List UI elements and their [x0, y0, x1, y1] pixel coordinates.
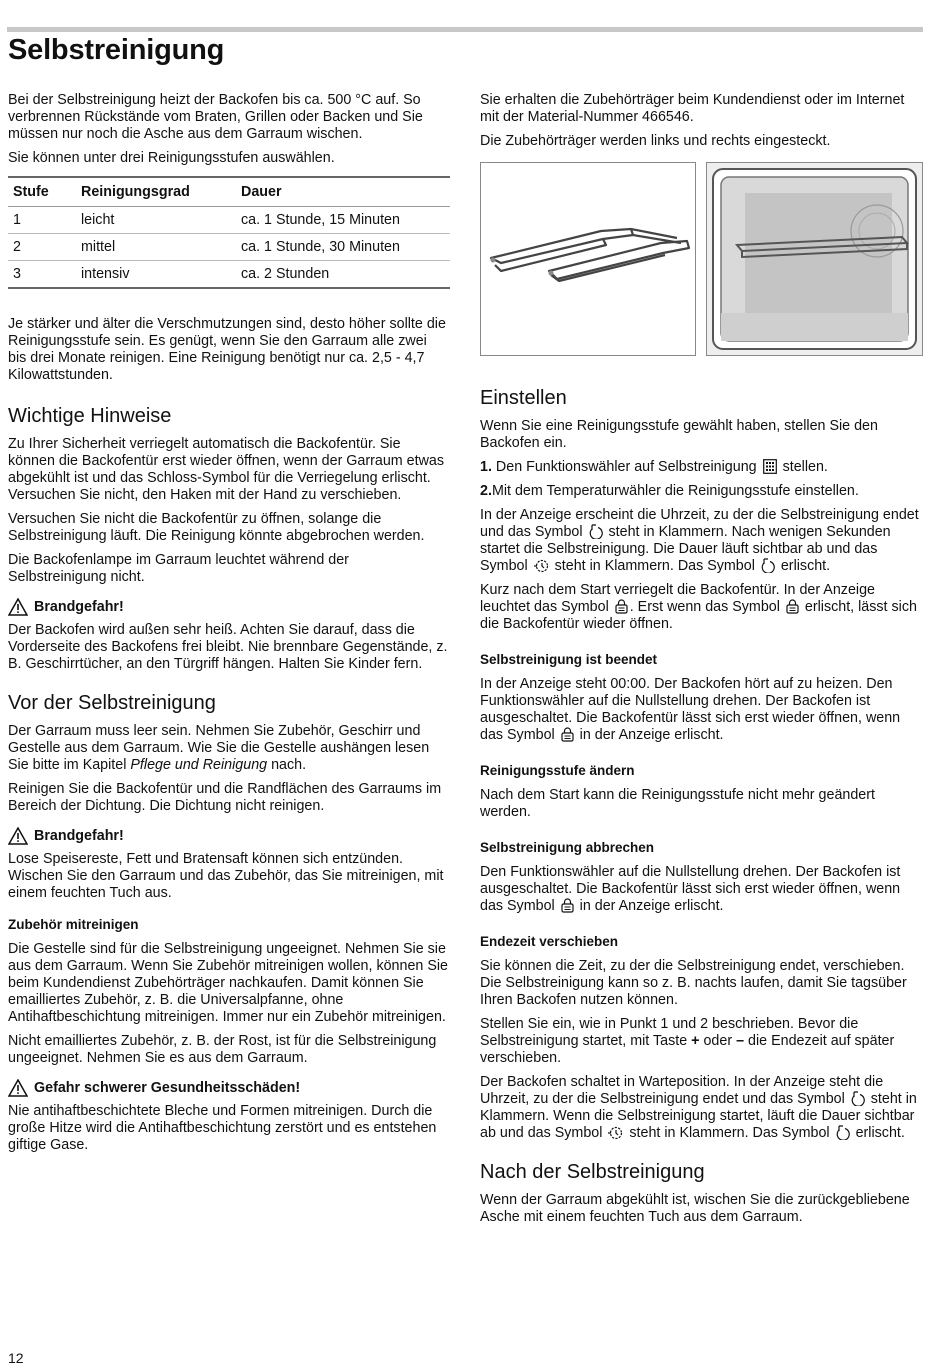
end-time-icon [851, 1091, 865, 1106]
text: Mit dem Temperaturwähler die Reinigungsstufe einstellen. [491, 483, 859, 499]
left-column [8, 92, 448, 1161]
text: . Erst wenn das Symbol [629, 599, 780, 615]
section-heading-nach: Nach der Selbstreinigung [480, 1161, 705, 1183]
section-heading-vor: Vor der Selbstreinigung [8, 692, 216, 714]
table-header: Stufe [8, 177, 76, 207]
text: oder [703, 1033, 733, 1049]
figures [480, 162, 920, 356]
warning-heading [8, 598, 448, 616]
paragraph: Reinigen Sie die Backofentür und die Randflächen des Garraums im Bereich der Dichtung. Die Dichtung nicht reinigen. [8, 781, 442, 814]
text: steht in Klammern. Das Symbol [629, 1125, 830, 1141]
text: steht in Klammern. Wenn die Selbstreinigung startet, läuft die Dauer sichtbar ab und das Symbol [480, 1091, 917, 1141]
warning-text: Der Backofen wird außen sehr heiß. Achten Sie darauf, dass die Vorderseite des Backofens frei bleibt. Nie brennbare Gegenstände, z. B. Geschirrtücher, an den Türgriff hängen. Halten Sie Kinder fern. [8, 622, 448, 672]
text: steht in Klammern. Nach wenigen Sekunden startet die Selbstreinigung. Die Dauer läuft sichtbar ab und das Symbol [480, 524, 891, 574]
table-cell: 2 [8, 234, 76, 261]
accessory-rack-figure [480, 162, 696, 356]
paragraph: Zu Ihrer Sicherheit verriegelt automatisch die Backofentür. Sie können die Backofentür erst wieder öffnen, wenn der Garraum etwas abgekühlt ist und das Schloss-Symbol für die Verriegelung erlischt. Versuchen Sie nicht, den Haken mit der Hand zu verschieben. [8, 436, 445, 503]
door-lock-icon [615, 599, 628, 614]
subheading: Zubehör mitreinigen [8, 917, 139, 932]
paragraph: Versuchen Sie nicht die Backofentür zu öffnen, solange die Selbstreinigung läuft. Die Reinigung könnte abgebrochen werden. [8, 511, 425, 544]
plus-key-symbol: + [691, 1033, 700, 1049]
end-time-icon [836, 1125, 850, 1140]
paragraph: Nach dem Start kann die Reinigungsstufe nicht mehr geändert werden. [480, 787, 875, 820]
table-cell: ca. 1 Stunde, 30 Minuten [236, 234, 450, 261]
warning-triangle-icon [8, 598, 28, 616]
door-lock-icon [561, 727, 574, 742]
oven-illustration [707, 163, 922, 355]
intro-paragraph: Sie können unter drei Reinigungsstufen auswählen. [8, 150, 335, 166]
table-row [8, 207, 450, 234]
text: steht in Klammern. Das Symbol [554, 558, 755, 574]
list-item [480, 459, 920, 476]
subheading: Selbstreinigung ist beendet [480, 652, 658, 667]
warning-label: Gefahr schwerer Gesundheitsschäden! [34, 1079, 301, 1096]
paragraph [480, 582, 920, 633]
table-cell: mittel [76, 234, 236, 261]
door-lock-icon [561, 898, 574, 913]
warning-text: Nie antihaftbeschichtete Bleche und Formen mitreinigen. Durch die große Hitze wird die Antihaftbeschichtung zerstört und es entstehen giftige Gase. [8, 1103, 437, 1153]
table-header-row [8, 177, 450, 207]
end-time-icon [589, 524, 603, 539]
warning-label: Brandgefahr! [34, 827, 124, 844]
paragraph: Wenn Sie eine Reinigungsstufe gewählt haben, stellen Sie den Backofen ein. [480, 418, 878, 451]
section-heading-wichtige: Wichtige Hinweise [8, 405, 172, 427]
paragraph [480, 676, 920, 744]
paragraph: Die Zubehörträger werden links und rechts eingesteckt. [480, 133, 831, 149]
list-item [480, 483, 920, 500]
oven-interior-figure [706, 162, 923, 356]
warning-label: Brandgefahr! [34, 598, 124, 615]
text: in der Anzeige erlischt. [579, 727, 724, 743]
table-row [8, 234, 450, 261]
step-number: 1. [480, 459, 492, 475]
section-heading-einstellen: Einstellen [480, 387, 567, 409]
table-cell: leicht [76, 207, 236, 234]
warning-text: Lose Speisereste, Fett und Bratensaft können sich entzünden. Wischen Sie den Garraum und das Zubehör, das Sie mitreinigen, mit einem feuchten Tuch aus. [8, 851, 444, 901]
table-cell: ca. 1 Stunde, 15 Minuten [236, 207, 450, 234]
paragraph [480, 507, 920, 575]
right-column [480, 92, 920, 1233]
subheading: Endezeit verschieben [480, 934, 619, 949]
duration-icon [534, 559, 549, 573]
top-rule [7, 27, 923, 32]
rack-illustration [481, 163, 695, 355]
levels-note: Je stärker und älter die Verschmutzungen sind, desto höher sollte die Reinigungsstufe sein. Es genügt, wenn Sie den Garraum alle zwei bis drei Monate reinigen. Eine Reinigung benötigt nur ca. 2,5 - 4,7 Kilowattstunden. [8, 316, 446, 383]
text: Stellen Sie ein, wie in Punkt 1 und 2 beschrieben. Bevor die Selbstreinigung startet, mit Taste [480, 1016, 859, 1049]
paragraph [480, 1074, 920, 1142]
table-cell: 1 [8, 207, 76, 234]
page-number: 12 [8, 1350, 24, 1366]
paragraph: Wenn der Garraum abgekühlt ist, wischen Sie die zurückgebliebene Asche mit einem feuchten Tuch aus dem Garraum. [480, 1192, 910, 1225]
text: Den Funktionswähler auf die Nullstellung drehen. Der Backofen ist ausgeschaltet. Die Backofentür lässt sich erst wieder öffnen, wenn das Symbol [480, 864, 901, 914]
text: Der Garraum muss leer sein. Nehmen Sie Zubehör, Geschirr und Gestelle aus dem Garraum. Wie Sie die Gestelle aushängen lesen Sie bitte im Kapitel [8, 723, 430, 773]
text: stellen. [782, 459, 828, 475]
warning-triangle-icon [8, 827, 28, 845]
minus-key-symbol: – [736, 1033, 745, 1049]
cleaning-levels-table [8, 176, 450, 289]
warning-heading [8, 1079, 448, 1097]
text: Den Funktionswähler auf Selbstreinigung [495, 459, 757, 475]
paragraph: Die Gestelle sind für die Selbstreinigung ungeeignet. Nehmen Sie sie aus dem Garraum. Wenn Sie Zubehör mitreinigen wollen, können Sie beim Kundendienst Zubehörträger nachkaufen. Damit können Sie emailliertes Zubehör, z. B. die Universalpfanne, ohne Antihaftbeschichtung mitreinigen. Immer nur ein Zubehör mitreinigen. [8, 941, 448, 1025]
text: In der Anzeige steht 00:00. Der Backofen hört auf zu heizen. Den Funktionswähler auf die Nullstellung drehen. Der Backofen ist ausgeschaltet. Die Backofentür lässt sich erst wieder öffnen, wenn das Symbol [480, 676, 901, 743]
table-header: Reinigungsgrad [76, 177, 236, 207]
text: In der Anzeige erscheint die Uhrzeit, zu der die Selbstreinigung endet und das Symbol [480, 507, 919, 540]
table-cell: ca. 2 Stunden [236, 261, 450, 289]
steps-list [480, 459, 920, 500]
paragraph: Sie können die Zeit, zu der die Selbstreinigung endet, verschieben. Die Selbstreinigung kann so z. B. nachts laufen, damit Sie tagsüber Ihren Backofen nutzen können. [480, 958, 907, 1008]
text: in der Anzeige erlischt. [579, 898, 724, 914]
table-cell: intensiv [76, 261, 236, 289]
text: erlischt. [855, 1125, 905, 1141]
paragraph [480, 1016, 920, 1067]
warning-triangle-icon [8, 1079, 28, 1097]
text: Kurz nach dem Start verriegelt die Backofentür. In der Anzeige leuchtet das Symbol [480, 582, 875, 615]
table-header: Dauer [236, 177, 450, 207]
table-cell: 3 [8, 261, 76, 289]
paragraph [8, 723, 448, 774]
subheading: Selbstreinigung abbrechen [480, 840, 655, 855]
door-lock-icon [786, 599, 799, 614]
page-title: Selbstreinigung [8, 34, 225, 66]
text: nach. [267, 757, 307, 773]
text: erlischt. [780, 558, 831, 574]
duration-icon [608, 1126, 623, 1140]
paragraph [480, 864, 920, 915]
paragraph: Sie erhalten die Zubehörträger beim Kundendienst oder im Internet mit der Material-Nummer 466546. [480, 92, 905, 125]
warning-heading [8, 827, 448, 845]
subheading: Reinigungsstufe ändern [480, 763, 635, 778]
text: erlischt, lässt sich die Backofentür wieder öffnen. [480, 599, 917, 632]
table-row [8, 261, 450, 289]
paragraph: Die Backofenlampe im Garraum leuchtet während der Selbstreinigung nicht. [8, 552, 349, 585]
text: Der Backofen schaltet in Warteposition. In der Anzeige steht die Uhrzeit, zu der die Selbstreinigung endet und das Symbol [480, 1074, 884, 1107]
self-cleaning-grid-icon [763, 459, 777, 474]
chapter-reference: Pflege und Reinigung [130, 757, 268, 773]
end-time-icon [761, 558, 775, 573]
step-number: 2. [480, 483, 492, 499]
intro-paragraph: Bei der Selbstreinigung heizt der Backofen bis ca. 500 °C auf. So verbrennen Rückstände vom Braten, Grillen oder Backen und Sie müssen nur noch die Asche aus dem Garraum wischen. [8, 92, 423, 142]
text: die Endezeit auf später verschieben. [480, 1033, 895, 1066]
paragraph: Nicht emailliertes Zubehör, z. B. der Rost, ist für die Selbstreinigung ungeeignet. Nehmen Sie es aus dem Garraum. [8, 1033, 437, 1066]
